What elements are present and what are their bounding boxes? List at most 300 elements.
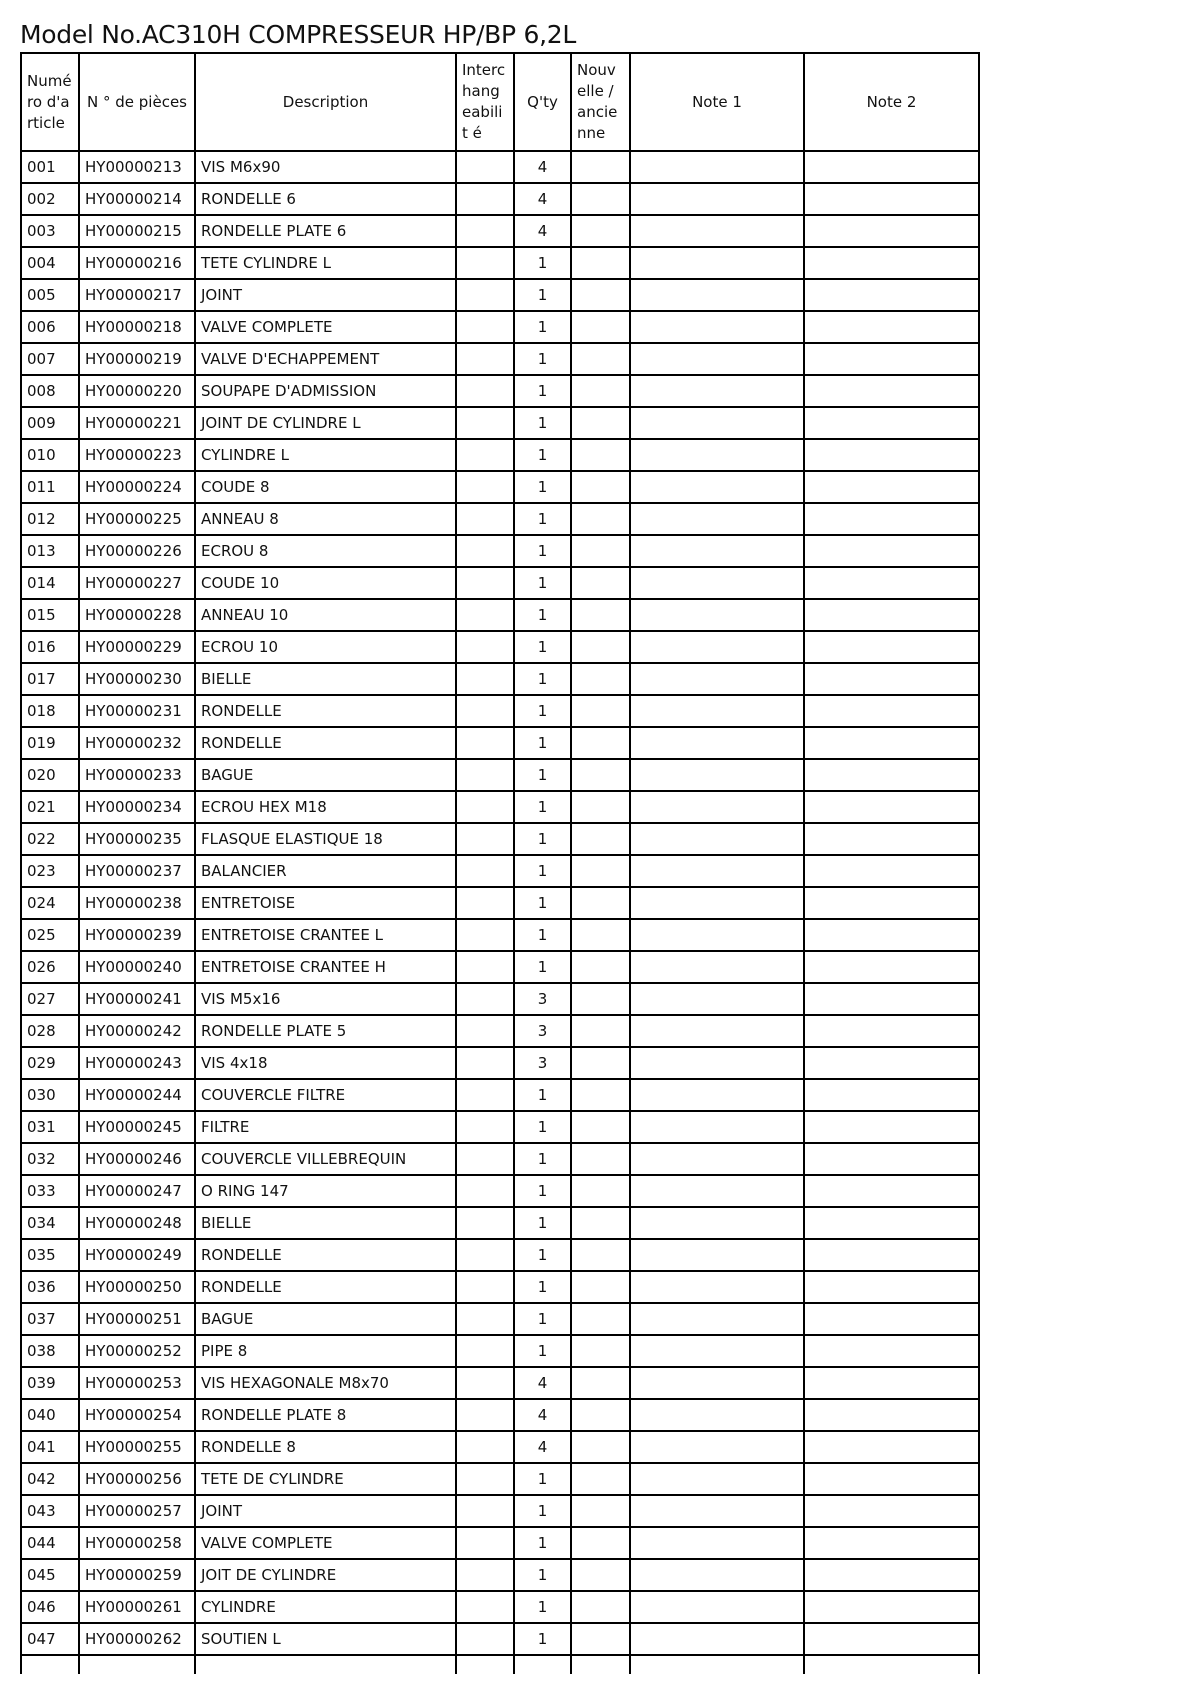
cell-note-2 xyxy=(804,1143,979,1175)
cell-description: RONDELLE xyxy=(195,727,456,759)
cell-new-old xyxy=(571,823,630,855)
cell-description: ANNEAU 10 xyxy=(195,599,456,631)
cell-part-no: HY00000255 xyxy=(79,1431,195,1463)
cell-interchangeability xyxy=(456,535,514,567)
cell-interchangeability xyxy=(456,1047,514,1079)
cell-note-2 xyxy=(804,983,979,1015)
cell-interchangeability xyxy=(456,1527,514,1559)
cell-interchangeability xyxy=(456,951,514,983)
cell-qty: 1 xyxy=(514,1111,571,1143)
table-row xyxy=(21,279,979,311)
cell-note-1 xyxy=(630,279,804,311)
cell-note-2 xyxy=(804,1431,979,1463)
cell-new-old xyxy=(571,247,630,279)
cell-description: CYLINDRE xyxy=(195,1591,456,1623)
cell-item-no: 023 xyxy=(21,855,79,887)
cell-qty: 1 xyxy=(514,791,571,823)
cell-description: VIS M5x16 xyxy=(195,983,456,1015)
cell-item-no: 030 xyxy=(21,1079,79,1111)
cell-note-1 xyxy=(630,919,804,951)
cell-new-old xyxy=(571,439,630,471)
cell-interchangeability xyxy=(456,727,514,759)
cell-new-old xyxy=(571,1399,630,1431)
empty-cell xyxy=(456,1655,514,1674)
cell-interchangeability xyxy=(456,567,514,599)
cell-part-no: HY00000226 xyxy=(79,535,195,567)
cell-interchangeability xyxy=(456,311,514,343)
cell-interchangeability xyxy=(456,695,514,727)
header-new-old: Nouv elle / ancie nne xyxy=(571,53,630,151)
cell-new-old xyxy=(571,1463,630,1495)
cell-note-1 xyxy=(630,1431,804,1463)
cell-qty: 1 xyxy=(514,1591,571,1623)
cell-interchangeability xyxy=(456,407,514,439)
cell-qty: 1 xyxy=(514,1335,571,1367)
table-row xyxy=(21,215,979,247)
cell-item-no: 022 xyxy=(21,823,79,855)
cell-description: PIPE 8 xyxy=(195,1335,456,1367)
cell-interchangeability xyxy=(456,183,514,215)
cell-note-1 xyxy=(630,375,804,407)
cell-part-no: HY00000238 xyxy=(79,887,195,919)
cell-qty: 1 xyxy=(514,695,571,727)
cell-description: RONDELLE xyxy=(195,1239,456,1271)
cell-note-1 xyxy=(630,1495,804,1527)
cell-qty: 1 xyxy=(514,343,571,375)
cell-item-no: 016 xyxy=(21,631,79,663)
header-item-no: Numé ro d'a rticle xyxy=(21,53,79,151)
cell-interchangeability xyxy=(456,151,514,183)
cell-note-2 xyxy=(804,1399,979,1431)
cell-new-old xyxy=(571,215,630,247)
cell-interchangeability xyxy=(456,919,514,951)
cell-item-no: 026 xyxy=(21,951,79,983)
cell-qty: 4 xyxy=(514,1367,571,1399)
cell-item-no: 021 xyxy=(21,791,79,823)
cell-part-no: HY00000257 xyxy=(79,1495,195,1527)
cell-note-1 xyxy=(630,471,804,503)
cell-note-1 xyxy=(630,1015,804,1047)
cell-part-no: HY00000246 xyxy=(79,1143,195,1175)
table-row xyxy=(21,1623,979,1655)
cell-note-2 xyxy=(804,151,979,183)
cell-note-2 xyxy=(804,1591,979,1623)
cell-note-1 xyxy=(630,1591,804,1623)
table-row xyxy=(21,983,979,1015)
cell-note-1 xyxy=(630,1335,804,1367)
cell-part-no: HY00000247 xyxy=(79,1175,195,1207)
table-row xyxy=(21,1239,979,1271)
cell-note-1 xyxy=(630,1111,804,1143)
cell-description: RONDELLE xyxy=(195,695,456,727)
cell-item-no: 017 xyxy=(21,663,79,695)
cell-new-old xyxy=(571,151,630,183)
cell-description: BIELLE xyxy=(195,663,456,695)
cell-item-no: 004 xyxy=(21,247,79,279)
cell-note-2 xyxy=(804,1207,979,1239)
cell-note-1 xyxy=(630,439,804,471)
cell-note-2 xyxy=(804,215,979,247)
cell-new-old xyxy=(571,567,630,599)
cell-item-no: 033 xyxy=(21,1175,79,1207)
cell-qty: 4 xyxy=(514,151,571,183)
cell-new-old xyxy=(571,1559,630,1591)
cell-qty: 1 xyxy=(514,1463,571,1495)
cell-description: ENTRETOISE CRANTEE L xyxy=(195,919,456,951)
cell-new-old xyxy=(571,1079,630,1111)
table-row xyxy=(21,535,979,567)
cell-part-no: HY00000251 xyxy=(79,1303,195,1335)
cell-interchangeability xyxy=(456,1143,514,1175)
cell-note-1 xyxy=(630,407,804,439)
cell-note-1 xyxy=(630,1399,804,1431)
cell-interchangeability xyxy=(456,375,514,407)
cell-new-old xyxy=(571,375,630,407)
cell-note-2 xyxy=(804,1079,979,1111)
cell-part-no: HY00000261 xyxy=(79,1591,195,1623)
cell-note-1 xyxy=(630,1303,804,1335)
cell-note-1 xyxy=(630,1623,804,1655)
cell-new-old xyxy=(571,1495,630,1527)
table-row xyxy=(21,1079,979,1111)
cell-note-1 xyxy=(630,183,804,215)
cell-part-no: HY00000213 xyxy=(79,151,195,183)
cell-interchangeability xyxy=(456,1559,514,1591)
cell-new-old xyxy=(571,1239,630,1271)
cell-description: ECROU 10 xyxy=(195,631,456,663)
cell-part-no: HY00000227 xyxy=(79,567,195,599)
cell-note-1 xyxy=(630,951,804,983)
cell-note-1 xyxy=(630,759,804,791)
cell-description: VIS M6x90 xyxy=(195,151,456,183)
cell-new-old xyxy=(571,503,630,535)
cell-new-old xyxy=(571,1271,630,1303)
cell-note-2 xyxy=(804,695,979,727)
cell-part-no: HY00000223 xyxy=(79,439,195,471)
cell-part-no: HY00000256 xyxy=(79,1463,195,1495)
cell-description: RONDELLE 8 xyxy=(195,1431,456,1463)
cell-new-old xyxy=(571,1591,630,1623)
cell-qty: 1 xyxy=(514,1559,571,1591)
cell-new-old xyxy=(571,279,630,311)
cell-part-no: HY00000242 xyxy=(79,1015,195,1047)
cell-interchangeability xyxy=(456,631,514,663)
cell-new-old xyxy=(571,1207,630,1239)
page-title: Model No.AC310H COMPRESSEUR HP/BP 6,2L xyxy=(20,20,576,49)
cell-description: CYLINDRE L xyxy=(195,439,456,471)
cell-note-1 xyxy=(630,791,804,823)
cell-interchangeability xyxy=(456,503,514,535)
cell-item-no: 011 xyxy=(21,471,79,503)
cell-part-no: HY00000229 xyxy=(79,631,195,663)
cell-part-no: HY00000259 xyxy=(79,1559,195,1591)
cell-qty: 1 xyxy=(514,823,571,855)
cell-part-no: HY00000225 xyxy=(79,503,195,535)
cell-part-no: HY00000215 xyxy=(79,215,195,247)
cell-note-2 xyxy=(804,1239,979,1271)
cell-description: FILTRE xyxy=(195,1111,456,1143)
table-row xyxy=(21,1591,979,1623)
cell-note-2 xyxy=(804,919,979,951)
table-row xyxy=(21,951,979,983)
cell-part-no: HY00000232 xyxy=(79,727,195,759)
table-row xyxy=(21,1527,979,1559)
cell-new-old xyxy=(571,183,630,215)
cell-interchangeability xyxy=(456,983,514,1015)
table-row xyxy=(21,311,979,343)
table-row xyxy=(21,1367,979,1399)
cell-qty: 1 xyxy=(514,407,571,439)
parts-table xyxy=(20,52,980,1674)
cell-item-no: 046 xyxy=(21,1591,79,1623)
cell-note-1 xyxy=(630,567,804,599)
cell-description: VALVE D'ECHAPPEMENT xyxy=(195,343,456,375)
table-row xyxy=(21,407,979,439)
cell-note-2 xyxy=(804,279,979,311)
cell-description: RONDELLE PLATE 6 xyxy=(195,215,456,247)
cell-interchangeability xyxy=(456,1015,514,1047)
cell-interchangeability xyxy=(456,1335,514,1367)
cell-note-2 xyxy=(804,567,979,599)
table-row xyxy=(21,1175,979,1207)
cell-note-1 xyxy=(630,247,804,279)
cell-note-1 xyxy=(630,535,804,567)
cell-interchangeability xyxy=(456,215,514,247)
empty-cell xyxy=(571,1655,630,1674)
cell-note-2 xyxy=(804,471,979,503)
header-note-2: Note 2 xyxy=(804,53,979,151)
cell-part-no: HY00000258 xyxy=(79,1527,195,1559)
cell-note-1 xyxy=(630,1143,804,1175)
cell-qty: 1 xyxy=(514,311,571,343)
cell-item-no: 038 xyxy=(21,1335,79,1367)
cell-note-1 xyxy=(630,887,804,919)
cell-new-old xyxy=(571,599,630,631)
cell-note-1 xyxy=(630,1367,804,1399)
cell-qty: 3 xyxy=(514,1047,571,1079)
cell-qty: 1 xyxy=(514,471,571,503)
cell-item-no: 009 xyxy=(21,407,79,439)
table-row xyxy=(21,343,979,375)
table-row xyxy=(21,887,979,919)
cell-interchangeability xyxy=(456,1207,514,1239)
cell-new-old xyxy=(571,311,630,343)
cell-description: RONDELLE xyxy=(195,1271,456,1303)
cell-item-no: 015 xyxy=(21,599,79,631)
cell-description: SOUTIEN L xyxy=(195,1623,456,1655)
cell-interchangeability xyxy=(456,1367,514,1399)
table-row xyxy=(21,1559,979,1591)
cell-item-no: 012 xyxy=(21,503,79,535)
cell-interchangeability xyxy=(456,1111,514,1143)
cell-new-old xyxy=(571,631,630,663)
cell-note-2 xyxy=(804,1111,979,1143)
cell-item-no: 045 xyxy=(21,1559,79,1591)
cell-qty: 4 xyxy=(514,1399,571,1431)
cell-part-no: HY00000252 xyxy=(79,1335,195,1367)
cell-part-no: HY00000224 xyxy=(79,471,195,503)
cell-note-1 xyxy=(630,1271,804,1303)
cell-description: BALANCIER xyxy=(195,855,456,887)
table-row xyxy=(21,631,979,663)
cell-note-2 xyxy=(804,183,979,215)
header-note-1: Note 1 xyxy=(630,53,804,151)
cell-note-1 xyxy=(630,599,804,631)
cell-new-old xyxy=(571,1303,630,1335)
cell-description: JOINT xyxy=(195,1495,456,1527)
cell-description: VALVE COMPLETE xyxy=(195,311,456,343)
cell-item-no: 007 xyxy=(21,343,79,375)
cell-qty: 1 xyxy=(514,1175,571,1207)
table-row xyxy=(21,1399,979,1431)
cell-qty: 3 xyxy=(514,983,571,1015)
cell-qty: 1 xyxy=(514,1271,571,1303)
cell-new-old xyxy=(571,1175,630,1207)
cell-qty: 1 xyxy=(514,1623,571,1655)
cell-new-old xyxy=(571,727,630,759)
cell-interchangeability xyxy=(456,855,514,887)
cell-description: ECROU HEX M18 xyxy=(195,791,456,823)
cell-new-old xyxy=(571,663,630,695)
cell-new-old xyxy=(571,535,630,567)
cell-qty: 1 xyxy=(514,1303,571,1335)
cell-qty: 1 xyxy=(514,663,571,695)
table-row xyxy=(21,1303,979,1335)
cell-interchangeability xyxy=(456,1175,514,1207)
cell-interchangeability xyxy=(456,791,514,823)
cell-note-2 xyxy=(804,823,979,855)
cell-qty: 1 xyxy=(514,1239,571,1271)
cell-item-no: 010 xyxy=(21,439,79,471)
table-row-continuation xyxy=(21,1655,979,1674)
cell-note-2 xyxy=(804,759,979,791)
cell-description: VIS HEXAGONALE M8x70 xyxy=(195,1367,456,1399)
cell-part-no: HY00000221 xyxy=(79,407,195,439)
table-row xyxy=(21,1335,979,1367)
cell-description: BAGUE xyxy=(195,759,456,791)
cell-qty: 1 xyxy=(514,951,571,983)
cell-new-old xyxy=(571,407,630,439)
cell-note-2 xyxy=(804,1367,979,1399)
cell-item-no: 002 xyxy=(21,183,79,215)
cell-part-no: HY00000253 xyxy=(79,1367,195,1399)
cell-new-old xyxy=(571,1111,630,1143)
cell-item-no: 013 xyxy=(21,535,79,567)
cell-note-2 xyxy=(804,727,979,759)
cell-qty: 1 xyxy=(514,1527,571,1559)
cell-part-no: HY00000216 xyxy=(79,247,195,279)
cell-note-2 xyxy=(804,887,979,919)
cell-note-1 xyxy=(630,663,804,695)
cell-qty: 1 xyxy=(514,279,571,311)
cell-part-no: HY00000243 xyxy=(79,1047,195,1079)
cell-new-old xyxy=(571,919,630,951)
table-row xyxy=(21,727,979,759)
cell-part-no: HY00000235 xyxy=(79,823,195,855)
cell-item-no: 047 xyxy=(21,1623,79,1655)
cell-interchangeability xyxy=(456,1431,514,1463)
cell-item-no: 041 xyxy=(21,1431,79,1463)
cell-note-2 xyxy=(804,375,979,407)
cell-part-no: HY00000240 xyxy=(79,951,195,983)
cell-qty: 1 xyxy=(514,535,571,567)
table-row xyxy=(21,791,979,823)
cell-item-no: 043 xyxy=(21,1495,79,1527)
empty-cell xyxy=(514,1655,571,1674)
cell-description: JOINT DE CYLINDRE L xyxy=(195,407,456,439)
cell-item-no: 019 xyxy=(21,727,79,759)
table-row xyxy=(21,471,979,503)
cell-item-no: 032 xyxy=(21,1143,79,1175)
cell-item-no: 006 xyxy=(21,311,79,343)
cell-interchangeability xyxy=(456,1399,514,1431)
cell-item-no: 040 xyxy=(21,1399,79,1431)
cell-note-2 xyxy=(804,599,979,631)
cell-note-2 xyxy=(804,1015,979,1047)
cell-note-1 xyxy=(630,1047,804,1079)
table-row xyxy=(21,375,979,407)
cell-note-2 xyxy=(804,1623,979,1655)
cell-note-2 xyxy=(804,1559,979,1591)
cell-description: ENTRETOISE CRANTEE H xyxy=(195,951,456,983)
cell-description: BAGUE xyxy=(195,1303,456,1335)
cell-note-1 xyxy=(630,1463,804,1495)
cell-description: COUVERCLE FILTRE xyxy=(195,1079,456,1111)
cell-note-2 xyxy=(804,1495,979,1527)
cell-new-old xyxy=(571,887,630,919)
cell-part-no: HY00000254 xyxy=(79,1399,195,1431)
cell-interchangeability xyxy=(456,471,514,503)
cell-note-2 xyxy=(804,951,979,983)
cell-note-2 xyxy=(804,1527,979,1559)
cell-note-2 xyxy=(804,439,979,471)
cell-qty: 1 xyxy=(514,1143,571,1175)
table-row xyxy=(21,1143,979,1175)
cell-interchangeability xyxy=(456,823,514,855)
cell-note-2 xyxy=(804,1047,979,1079)
cell-interchangeability xyxy=(456,1623,514,1655)
cell-new-old xyxy=(571,1047,630,1079)
cell-note-2 xyxy=(804,663,979,695)
cell-qty: 1 xyxy=(514,1207,571,1239)
cell-interchangeability xyxy=(456,759,514,791)
cell-item-no: 036 xyxy=(21,1271,79,1303)
cell-new-old xyxy=(571,1623,630,1655)
cell-interchangeability xyxy=(456,663,514,695)
cell-new-old xyxy=(571,1527,630,1559)
table-row xyxy=(21,247,979,279)
cell-part-no: HY00000220 xyxy=(79,375,195,407)
cell-note-1 xyxy=(630,855,804,887)
cell-qty: 4 xyxy=(514,183,571,215)
table-row xyxy=(21,1047,979,1079)
cell-part-no: HY00000262 xyxy=(79,1623,195,1655)
cell-note-2 xyxy=(804,1271,979,1303)
cell-description: BIELLE xyxy=(195,1207,456,1239)
cell-part-no: HY00000219 xyxy=(79,343,195,375)
cell-qty: 3 xyxy=(514,1015,571,1047)
cell-note-2 xyxy=(804,343,979,375)
table-row xyxy=(21,151,979,183)
cell-qty: 1 xyxy=(514,759,571,791)
cell-interchangeability xyxy=(456,1079,514,1111)
cell-description: VIS 4x18 xyxy=(195,1047,456,1079)
empty-cell xyxy=(630,1655,804,1674)
cell-note-1 xyxy=(630,1239,804,1271)
cell-part-no: HY00000217 xyxy=(79,279,195,311)
cell-part-no: HY00000228 xyxy=(79,599,195,631)
cell-description: RONDELLE PLATE 5 xyxy=(195,1015,456,1047)
